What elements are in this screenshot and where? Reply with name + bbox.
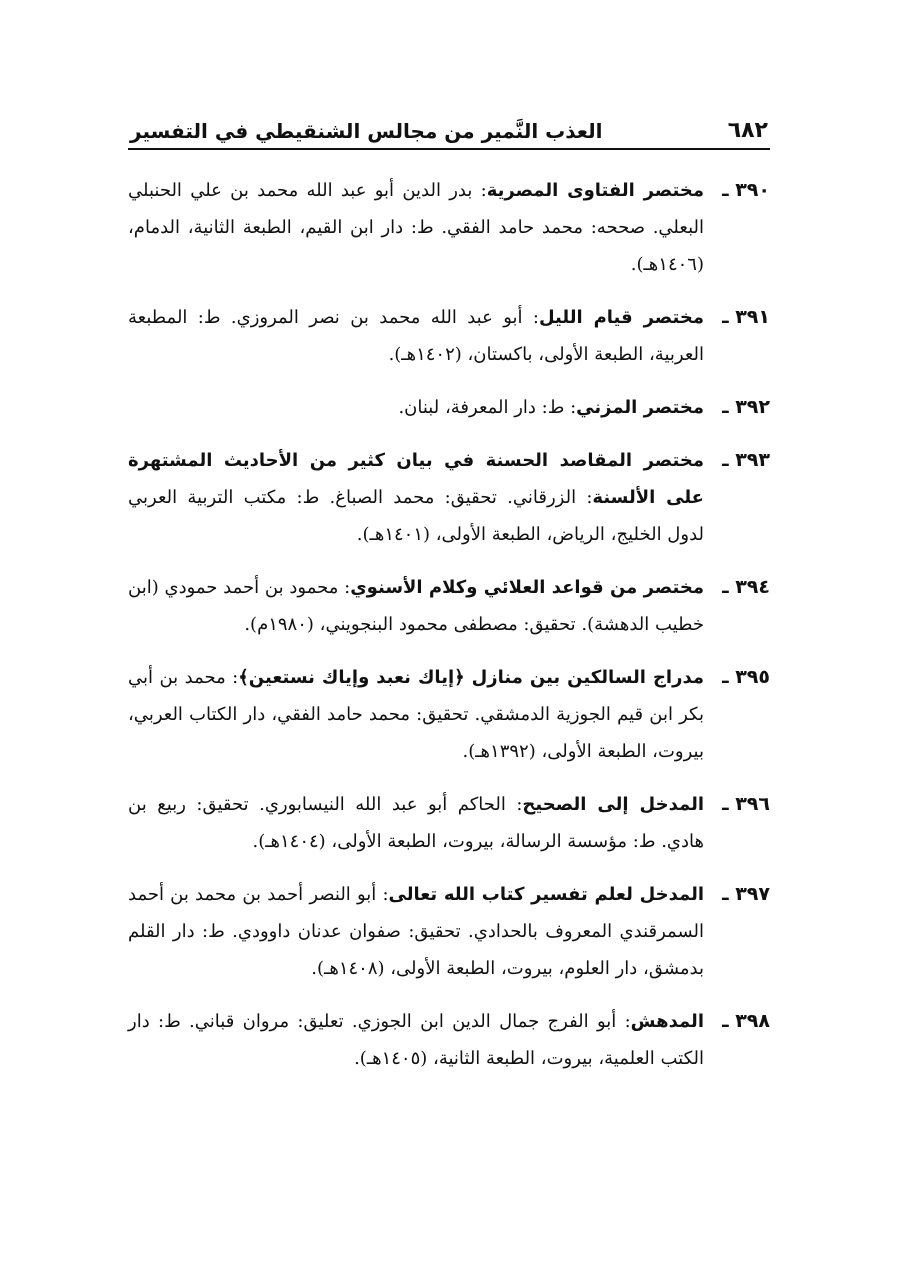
entry-number: ٣٩٣ ـ <box>722 449 770 471</box>
entry-number: ٣٩٨ ـ <box>722 1010 770 1032</box>
entry-details: : الحاكم أبو عبد الله النيسابوري. تحقيق: ربيع بن هادي. ط: مؤسسة الرسالة، بيروت، الطبعة الأولى، (١٤٠٤هـ). <box>128 794 704 852</box>
entry-title: مدراج السالكين بين منازل ﴿إياك نعبد وإياك نستعين﴾ <box>238 667 704 688</box>
bibliography-entry <box>128 442 770 553</box>
entry-number: ٣٩٤ ـ <box>722 576 770 598</box>
entry-number: ٣٩٥ ـ <box>722 666 770 688</box>
bibliography-list <box>128 172 770 1077</box>
bibliography-entry <box>128 876 770 987</box>
entry-details: : أبو النصر أحمد بن محمد بن أحمد السمرقندي المعروف بالحدادي. تحقيق: صفوان عدنان داوودي. ط: دار القلم بدمشق، دار العلوم، بيروت، الطبعة الأولى، (١٤٠٨هـ). <box>128 884 704 979</box>
entry-title: مختصر من قواعد العلائي وكلام الأسنوي <box>350 577 704 598</box>
entry-details: : محمود بن أحمد حمودي (ابن خطيب الدهشة). تحقيق: مصطفى محمود البنجويني، (١٩٨٠م). <box>128 577 704 635</box>
entry-title: المدهش <box>630 1011 704 1032</box>
bibliography-entry <box>128 172 770 283</box>
entry-body <box>128 569 704 643</box>
entry-number: ٣٩١ ـ <box>722 306 770 328</box>
entry-body <box>128 442 704 553</box>
entry-details: : بدر الدين أبو عبد الله محمد بن علي الحنبلي البعلي. صححه: محمد حامد الفقي. ط: دار ابن القيم، الطبعة الثانية، الدمام، (١٤٠٦هـ). <box>128 180 704 275</box>
page-number: ٦٨٢ <box>727 118 768 143</box>
entry-body <box>128 876 704 987</box>
entry-title: مختصر الفتاوى المصرية <box>486 180 704 201</box>
entry-body <box>128 389 704 426</box>
entry-title: مختصر المقاصد الحسنة في بيان كثير من الأحاديث المشتهرة على الألسنة <box>128 450 704 508</box>
bibliography-entry <box>128 786 770 860</box>
running-header <box>128 112 770 150</box>
entry-body <box>128 1003 704 1077</box>
entry-details: : أبو عبد الله محمد بن نصر المروزي. ط: المطبعة العربية، الطبعة الأولى، باكستان، (١٤٠٢هـ). <box>128 307 704 365</box>
entry-number: ٣٩٠ ـ <box>722 179 770 201</box>
entry-number: ٣٩٧ ـ <box>722 883 770 905</box>
entry-body <box>128 659 704 770</box>
bibliography-entry <box>128 659 770 770</box>
entry-number: ٣٩٦ ـ <box>722 793 770 815</box>
entry-title: مختصر المزني <box>576 397 704 418</box>
entry-body <box>128 299 704 373</box>
entry-details: : أبو الفرج جمال الدين ابن الجوزي. تعليق: مروان قباني. ط: دار الكتب العلمية، بيروت، الطبعة الثانية، (١٤٠٥هـ). <box>128 1011 704 1069</box>
entry-number: ٣٩٢ ـ <box>722 396 770 418</box>
entry-body <box>128 786 704 860</box>
entry-details: : الزرقاني. تحقيق: محمد الصباغ. ط: مكتب التربية العربي لدول الخليج، الرياض، الطبعة الأولى، (١٤٠١هـ). <box>128 487 704 545</box>
bibliography-entry <box>128 1003 770 1077</box>
entry-title: مختصر قيام الليل <box>538 307 704 328</box>
bibliography-entry <box>128 389 770 426</box>
entry-title: المدخل إلى الصحيح <box>522 794 704 815</box>
bibliography-entry <box>128 299 770 373</box>
book-page <box>128 112 770 1212</box>
running-title: العذب النَّمير من مجالس الشنقيطي في التفسير <box>130 119 603 143</box>
entry-title: المدخل لعلم تفسير كتاب الله تعالى <box>388 884 704 905</box>
entry-body <box>128 172 704 283</box>
bibliography-entry <box>128 569 770 643</box>
entry-details: : محمد بن أبي بكر ابن قيم الجوزية الدمشقي. تحقيق: محمد حامد الفقي، دار الكتاب العربي، بيروت، الطبعة الأولى، (١٣٩٢هـ). <box>128 667 704 762</box>
entry-details: : ط: دار المعرفة، لبنان. <box>398 397 577 418</box>
